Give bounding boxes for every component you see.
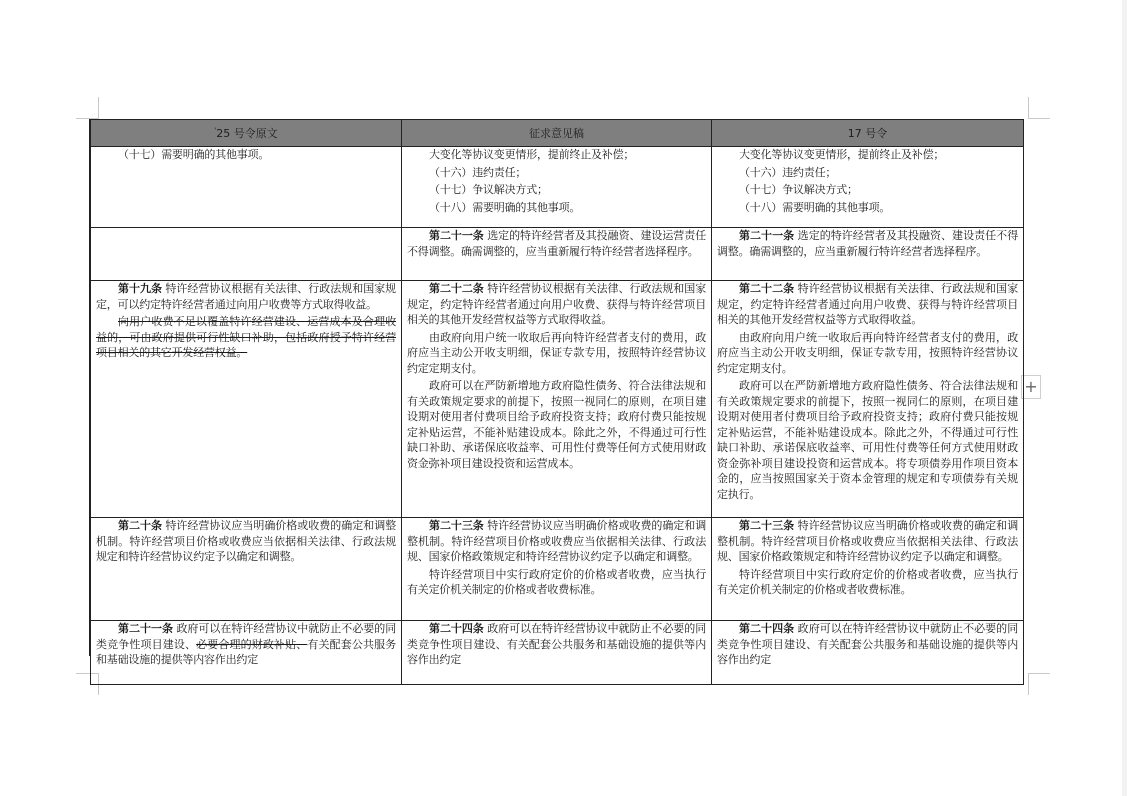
cell-paragraph: 大变化等协议变更情形，提前终止及补偿； xyxy=(429,148,635,161)
table-cell xyxy=(712,621,1024,685)
article-number: 第二十四条 xyxy=(429,622,484,635)
table-row xyxy=(91,281,1024,518)
cell-paragraph xyxy=(96,314,396,361)
cell-paragraph: 大变化等协议变更情形，提前终止及补偿； xyxy=(739,148,945,161)
cell-paragraph: 第二十条 特许经营协议应当明确价格或收费的确定和调整机制。特许经营项目价格或收费应当依据相关法律、行政法规规定和特许经营协议约定予以确定和调整。 xyxy=(96,519,396,563)
table-cell xyxy=(91,228,402,281)
article-number: 第二十三条 xyxy=(429,519,484,532)
cell-paragraph: 第十九条 特许经营协议根据有关法律、行政法规和国家规定，可以约定特许经营者通过向用户收费等方式取得收益。 xyxy=(96,282,396,311)
cell-paragraph: 由政府向用户统一收取后再向特许经营者支付的费用，政府应当主动公开收支明细，保证专款专用，按照特许经营协议约定定期支付。 xyxy=(407,330,706,375)
table-row xyxy=(91,228,1024,281)
cell-paragraph: 第二十三条 特许经营协议应当明确价格或收费的确定和调整机制。特许经营项目价格或收费应当依据相关法律、行政法规、国家价格政策规定和特许经营协议约定予以确定和调整。 xyxy=(717,519,1018,563)
table-cell xyxy=(91,147,402,228)
crop-mark-top-left-v xyxy=(98,97,99,119)
table-cell xyxy=(91,518,402,621)
add-row-button[interactable] xyxy=(1021,375,1041,399)
article-number: 第十九条 xyxy=(118,282,162,295)
cell-paragraph: 第二十二条 特许经营协议根据有关法律、行政法规和国家规定，约定特许经营者通过向用户收费、获得与特许经营项目相关的其他开发经营权益等方式取得收益。 xyxy=(717,282,1018,326)
cell-paragraph: 第二十四条 政府可以在特许经营协议中就防止不必要的同类竞争性项目建设、有关配套公共服务和基础设施的提供等内容作出约定 xyxy=(717,622,1018,666)
scrollbar[interactable] xyxy=(1122,0,1127,796)
table-cell xyxy=(712,228,1024,281)
table-cell xyxy=(402,147,712,228)
cell-paragraph: 特许经营项目中实行政府定价的价格或者收费，应当执行有关定价机关制定的价格或者收费标准。 xyxy=(407,567,706,596)
header-draft: 征求意见稿 xyxy=(402,120,712,147)
table-cell xyxy=(402,228,712,281)
plus-icon: + xyxy=(1024,377,1038,396)
table-cell xyxy=(402,281,712,518)
table-row xyxy=(91,621,1024,685)
article-number: 第二十二条 xyxy=(429,282,484,295)
cell-paragraph: （十七）需要明确的其他事项。 xyxy=(118,148,270,161)
cell-paragraph: 政府可以在严防新增地方政府隐性债务、符合法律法规和有关政策规定要求的前提下，按照一视同仁的原则，在项目建设期对使用者付费项目给予政府投资支持；政府付费只能按规定补贴运营，不能补贴建设成本。除此之外，不得通过可行性缺口补助、承诺保底收益率、可用性付费等任何方式使用财政资金弥补项目建设投资和运营成本。将专项债券用作项目资本金的，应当按照国家关于资本金管理的规定和专项债券有关规定执行。 xyxy=(717,379,1018,501)
table-cell xyxy=(712,281,1024,518)
table-cell xyxy=(91,281,402,518)
cell-paragraph: （十六）违约责任； xyxy=(739,165,837,179)
cell-paragraph: （十八）需要明确的其他事项。 xyxy=(429,200,581,214)
cell-paragraph: （十七）争议解决方式； xyxy=(739,183,858,196)
article-number: 第二十一条 xyxy=(429,229,484,242)
cell-paragraph: （十七）争议解决方式； xyxy=(429,183,548,196)
deleted-text: 向用户收费不足以覆盖特许经营建设、运营成本及合理收益的，可由政府提供可行性缺口补助，包括政府授予特许经营项目相关的其它开发经营权益。 xyxy=(96,315,396,359)
cell-paragraph: 政府可以在严防新增地方政府隐性债务、符合法律法规和有关政策规定要求的前提下，按照一视同仁的原则，在项目建设期对使用者付费项目给予政府投资支持；政府付费只能按规定补贴运营，不能补贴建设成本。除此之外，不得通过可行性缺口补助、承诺保底收益率、可用性付费等任何方式使用财政资金弥补项目建设投资和运营成本。 xyxy=(407,379,706,470)
deleted-text: 必要合理的财政补贴、 xyxy=(196,637,308,651)
table-cell xyxy=(402,621,712,685)
cell-paragraph: 第二十三条 特许经营协议应当明确价格或收费的确定和调整机制。特许经营项目价格或收费应当依据相关法律、行政法规、国家价格政策规定和特许经营协议约定予以确定和调整。 xyxy=(407,519,707,563)
header-original xyxy=(91,120,402,147)
header-original-text: 25 号令原文 xyxy=(216,127,278,140)
cell-paragraph: 第二十四条 政府可以在特许经营协议中就防止不必要的同类竞争性项目建设、有关配套公共服务和基础设施的提供等内容作出约定 xyxy=(407,622,707,666)
table-row xyxy=(91,147,1024,228)
article-number: 第二十条 xyxy=(118,519,162,532)
cell-paragraph: （十八）需要明确的其他事项。 xyxy=(739,200,891,214)
crop-mark-top-right-h xyxy=(1028,118,1050,119)
cell-paragraph: 特许经营项目中实行政府定价的价格或者收费，应当执行有关定价机关制定的价格或者收费标准。 xyxy=(717,567,1018,596)
crop-mark-bottom-right-v xyxy=(1028,673,1029,695)
table-row xyxy=(91,518,1024,621)
cell-paragraph: 第二十一条 选定的特许经营者及其投融资、建设运营责任不得调整。确需调整的，应当重新履行特许经营者选择程序。 xyxy=(407,229,707,258)
table-cell xyxy=(712,518,1024,621)
comparison-table xyxy=(89,119,1024,666)
article-number: 第二十二条 xyxy=(739,282,795,295)
cell-paragraph: 由政府向用户统一收取后再向特许经营者支付的费用，政府应当主动公开收支明细，保证专款专用，按照特许经营协议约定定期支付。 xyxy=(717,330,1018,375)
crop-mark-top-right-v xyxy=(1028,97,1029,119)
header-order-17: 17 号令 xyxy=(712,120,1024,147)
article-number: 第二十四条 xyxy=(739,622,795,635)
cell-paragraph: （十六）违约责任； xyxy=(429,165,527,179)
table-cell xyxy=(91,621,402,685)
article-number: 第二十一条 xyxy=(739,229,795,242)
crop-mark-bottom-right-h xyxy=(1028,673,1050,674)
article-number: 第二十一条 xyxy=(118,622,173,635)
table-header-row xyxy=(91,120,1024,147)
cell-paragraph: 第二十二条 特许经营协议根据有关法律、行政法规和国家规定，约定特许经营者通过向用户收费、获得与特许经营项目相关的其他开发经营权益等方式取得收益。 xyxy=(407,282,707,326)
header-quote-mark: ' xyxy=(214,126,217,135)
table-cell xyxy=(402,518,712,621)
article-number: 第二十三条 xyxy=(739,519,795,532)
table-cell xyxy=(712,147,1024,228)
cell-paragraph: 第二十一条 政府可以在特许经营协议中就防止不必要的同类竞争性项目建设、必要合理的财政补贴、有关配套公共服务和基础设施的提供等内容作出约定 xyxy=(96,622,397,666)
cell-paragraph: 第二十一条 选定的特许经营者及其投融资、建设责任不得调整。确需调整的，应当重新履行特许经营者选择程序。 xyxy=(717,229,1018,258)
